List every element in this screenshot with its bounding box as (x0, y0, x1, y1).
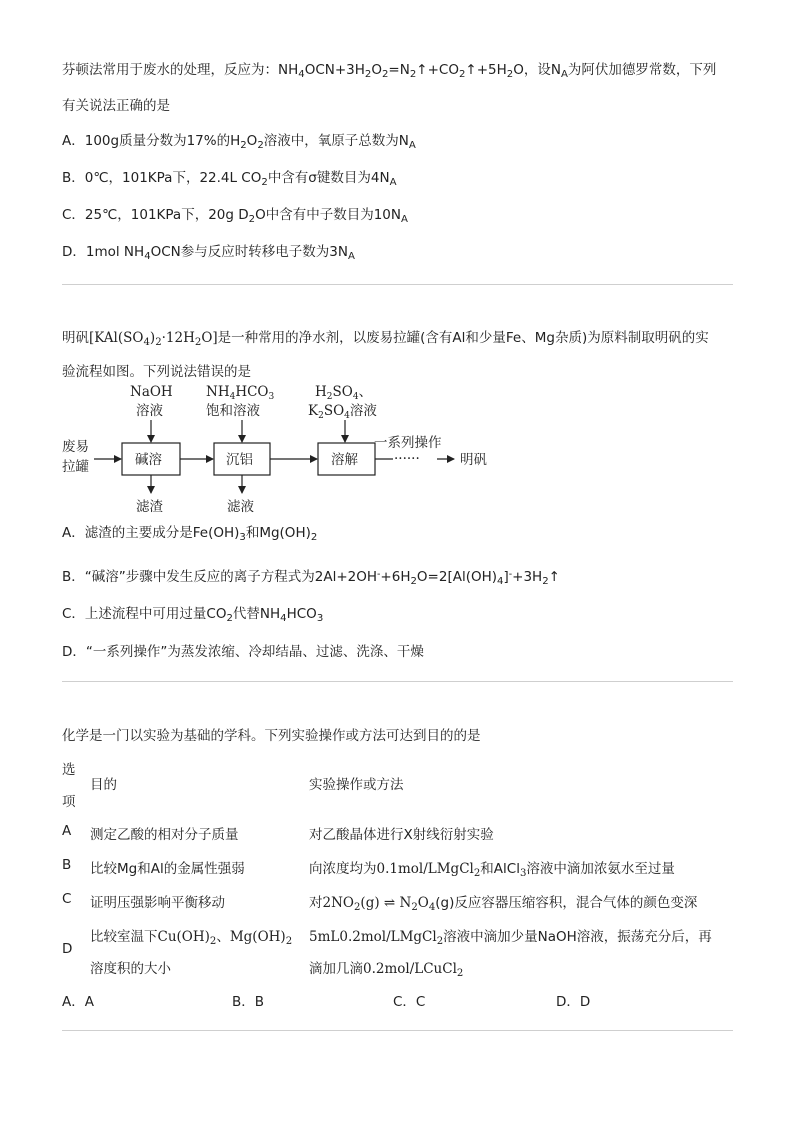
table-header-option-line2: 项 (62, 794, 76, 810)
row-method: 向浓度均为0.1mol/LMgCl$_2$和AlCl$_3$溶液中滴加浓氨水至过量 (309, 861, 675, 880)
flow-product: 明矾 (460, 452, 487, 468)
q1-stem-line1: 芬顿法常用于废水的处理，反应为：$NH_4OCN+3H_2O_2=N_2↑+CO_2↑+5H_2O$，设$N_A$为阿伏加德罗常数，下列 (62, 62, 717, 81)
flow-reagent3-line2: $K_2SO_4$溶液 (308, 403, 377, 421)
flow-input-line1: 废易 (62, 439, 89, 455)
flow-series-label: 一系列操作 (374, 435, 442, 451)
q1-option-d[interactable]: D．1mol $NH_4OCN$参与反应时转移电子数为$3N_A$ (62, 244, 355, 263)
table-header-method: 实验操作或方法 (309, 777, 404, 793)
row-option-label: A (62, 823, 72, 839)
q2-option-d[interactable]: D．“一系列操作”为蒸发浓缩、冷却结晶、过滤、洗涤、干燥 (62, 644, 424, 660)
q2-option-b[interactable]: B．“碱溶”步骤中发生反应的离子方程式为$2Al+2OH^-+6H_2O=2[Al(OH)_4]^-+3H_2↑$ (62, 568, 560, 588)
row-purpose-line2: 溶度积的大小 (90, 961, 171, 977)
q3-choice-c[interactable]: C．C (393, 994, 426, 1010)
flow-step2-label: 沉铝 (226, 452, 253, 468)
process-flow-diagram (60, 380, 520, 515)
q1-option-a[interactable]: A．100g质量分数为17%的$H_2O_2$溶液中，氧原子总数为$N_A$ (62, 133, 416, 152)
q1-option-b[interactable]: B．0℃，101KPa下，22.4L $CO_2$中含有σ键数目为$4N_A$ (62, 170, 397, 189)
row-purpose-line1: 比较室温下$Cu(OH)_2$、$Mg(OH)_2$ (90, 929, 293, 948)
row-method: 对乙酸晶体进行X射线衍射实验 (309, 827, 494, 843)
row-option-label: B (62, 857, 72, 873)
table-header-option-line1: 选 (62, 762, 76, 778)
flow-ellipsis: ······ (394, 451, 420, 467)
q2-stem-line2: 验流程如图。下列说法错误的是 (62, 364, 251, 380)
divider (62, 1030, 733, 1031)
flow-output1: 滤渣 (136, 499, 163, 515)
flow-reagent2-line2: 饱和溶液 (206, 403, 260, 419)
flow-input-line2: 拉罐 (62, 459, 89, 475)
flow-step3-label: 溶解 (331, 452, 358, 468)
q1-stem-line2: 有关说法正确的是 (62, 98, 170, 114)
row-method-line1: 5mL0.2mol/LMgCl$_2$溶液中滴加少量NaOH溶液，振荡充分后，再 (309, 929, 712, 948)
q2-option-a[interactable]: A．滤渣的主要成分是$Fe(OH)_3$和$Mg(OH)_2$ (62, 525, 318, 544)
q1-option-c[interactable]: C．25℃，101KPa下，20g $D_2O$中含有中子数目为$10N_A$ (62, 207, 408, 226)
flow-output2: 滤液 (227, 499, 254, 515)
row-method: 对$2NO_2(g)$ ⇌ $N_2O_4(g)$反应容器压缩容积，混合气体的颜色变深 (309, 895, 698, 914)
row-purpose: 证明压强影响平衡移动 (90, 895, 225, 911)
row-method-line2: 滴加几滴0.2mol/LCuCl$_2$ (309, 961, 464, 980)
q3-stem: 化学是一门以实验为基础的学科。下列实验操作或方法可达到目的的是 (62, 728, 481, 744)
q3-choice-a[interactable]: A．A (62, 994, 94, 1010)
flow-step1-label: 碱溶 (135, 452, 162, 468)
divider (62, 284, 733, 285)
flow-reagent2-line1: $NH_4HCO_3$ (206, 384, 275, 402)
flow-reagent1-line1: NaOH (130, 384, 173, 400)
divider (62, 681, 733, 682)
q2-option-c[interactable]: C．上述流程中可用过量$CO_2$代替$NH_4HCO_3$ (62, 606, 324, 625)
row-purpose: 比较Mg和Al的金属性强弱 (90, 861, 245, 877)
flow-reagent3-line1: $H_2SO_4$、 (315, 384, 373, 402)
row-purpose: 测定乙酸的相对分子质量 (90, 827, 239, 843)
q2-stem-line1: 明矾$[KAl(SO_4)_2\cdot 12H_2O]$是一种常用的净水剂，以废易拉罐(含有Al和少量Fe、Mg杂质)为原料制取明矾的实 (62, 330, 709, 349)
table-header-purpose: 目的 (90, 777, 117, 793)
row-option-label: D (62, 941, 73, 957)
q3-choice-d[interactable]: D．D (556, 994, 591, 1010)
q3-choice-b[interactable]: B．B (232, 994, 265, 1010)
flow-reagent1-line2: 溶液 (136, 403, 163, 419)
row-option-label: C (62, 891, 72, 907)
